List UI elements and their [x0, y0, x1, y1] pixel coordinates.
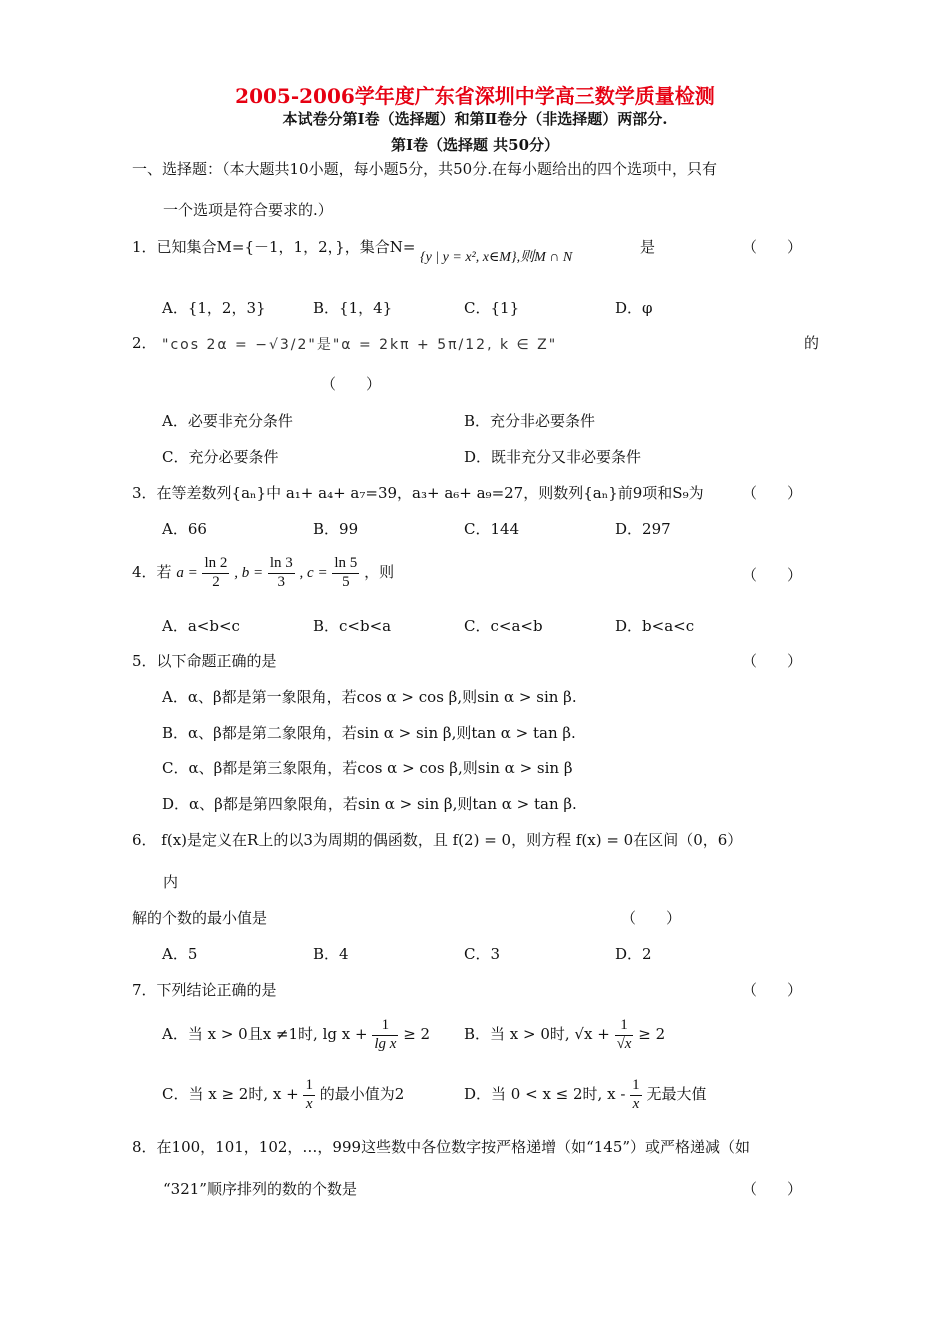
- section-heading: 第Ⅰ卷（选择题 共50分）: [390, 136, 560, 154]
- q8-line-1: 8．在100，101，102，…，999这些数中各位数字按严格递增（如“145”）或严格递减（如: [132, 1138, 751, 1156]
- q1-set-expression: {y | y = x², x∈M},则M ∩ N: [420, 250, 573, 265]
- q4-answer-blank[interactable]: （ ）: [742, 566, 803, 584]
- q7-option-a: [162, 1014, 430, 1054]
- q1-option-d: D．φ: [615, 299, 653, 317]
- q4-option-b: B．c<b<a: [313, 617, 392, 635]
- q3-option-d: D．297: [615, 520, 671, 538]
- q8-answer-blank[interactable]: （ ）: [742, 1180, 803, 1198]
- q7-option-c-suffix: 的最小值为2: [319, 1085, 405, 1103]
- q7-option-b-fraction: [615, 1017, 634, 1053]
- q7-option-b-suffix: ≥ 2: [638, 1025, 666, 1043]
- q7-option-d-numerator: 1: [630, 1077, 642, 1095]
- q3-option-c: C．144: [464, 520, 520, 538]
- q3-option-b: B．99: [313, 520, 359, 538]
- q6-option-b: B．4: [313, 945, 349, 963]
- q5-option-b: B．α、β都是第二象限角，若sin α > sin β,则tan α > tan β.: [162, 724, 576, 742]
- q7-option-c: [162, 1074, 404, 1114]
- q2-garbled-formula: "cos 2α = −√3/2"是"α = 2kπ + 5π/12, k ∈ Z": [162, 337, 558, 353]
- q7-option-a-numerator: 1: [372, 1017, 398, 1035]
- q4-stem: [132, 552, 394, 593]
- q6-line-2: 内: [163, 873, 179, 891]
- q7-option-c-numerator: 1: [303, 1077, 315, 1095]
- q5-stem: 5．以下命题正确的是: [132, 652, 277, 670]
- q4-b-label: , b =: [234, 565, 264, 581]
- q4-c-label: , c =: [299, 565, 328, 581]
- q7-option-a-denominator: lg x: [374, 1035, 397, 1052]
- q6-answer-blank[interactable]: （ ）: [621, 909, 682, 927]
- q7-option-a-prefix: A．当 x > 0且x ≠1时, lg x +: [162, 1025, 368, 1043]
- q4-a-label: a =: [176, 565, 198, 581]
- q4-b-denominator: 3: [277, 573, 286, 590]
- q6-option-c: C．3: [464, 945, 501, 963]
- q7-option-b-numerator: 1: [615, 1017, 634, 1035]
- q4-tail: ，则: [364, 563, 395, 581]
- q4-option-c: C．c<a<b: [464, 617, 543, 635]
- q6-line-1: 6． f(x)是定义在R上的以3为周期的偶函数，且 f(2) = 0，则方程 f(x) = 0在区间（0，6）: [132, 831, 743, 849]
- q4-prefix: 4．若: [132, 563, 172, 581]
- q5-option-c: C．α、β都是第三象限角，若cos α > cos β,则sin α > sin β: [162, 759, 573, 777]
- q7-option-d-prefix: D．当 0 < x ≤ 2时, x -: [464, 1085, 626, 1103]
- q1-option-a: A．{1，2，3}: [162, 299, 266, 317]
- q7-option-d-fraction: [630, 1077, 642, 1113]
- q2-tail: 的: [804, 334, 820, 352]
- q2-option-a: A．必要非充分条件: [162, 412, 293, 430]
- q1-tail: 是: [640, 238, 656, 256]
- q2-option-b: B．充分非必要条件: [464, 412, 596, 430]
- q7-option-b-denominator: √x: [616, 1035, 632, 1052]
- q7-option-b: [464, 1014, 665, 1054]
- q1-option-c: C．{1}: [464, 299, 520, 317]
- q7-option-c-denominator: x: [305, 1095, 313, 1112]
- q2-option-d: D．既非充分又非必要条件: [464, 448, 642, 466]
- intro-line-1: 一、选择题：（本大题共10小题，每小题5分，共50分.在每小题给出的四个选项中，只有: [132, 160, 717, 178]
- q7-option-c-fraction: [303, 1077, 315, 1113]
- page-title: 2005-2006学年度广东省深圳中学高三数学质量检测: [235, 84, 715, 108]
- q7-option-c-prefix: C．当 x ≥ 2时, x +: [162, 1085, 299, 1103]
- q1-stem: 1．已知集合M={－1，1，2，}，集合N=: [132, 238, 416, 256]
- q4-a-fraction: [202, 555, 229, 591]
- q3-option-a: A．66: [162, 520, 207, 538]
- q4-b-numerator: ln 3: [268, 555, 295, 573]
- q7-option-d-denominator: x: [632, 1095, 640, 1112]
- q4-b-fraction: [268, 555, 295, 591]
- q7-option-d-suffix: 无最大值: [646, 1085, 707, 1103]
- q4-c-numerator: ln 5: [332, 555, 359, 573]
- q2-number: 2．: [132, 334, 157, 352]
- q5-option-a: A．α、β都是第一象限角，若cos α > cos β,则sin α > sin β.: [162, 688, 577, 706]
- q4-c-fraction: [332, 555, 359, 591]
- q6-option-d: D．2: [615, 945, 652, 963]
- q1-answer-blank[interactable]: （ ）: [742, 238, 803, 256]
- q4-option-d: D．b<a<c: [615, 617, 695, 635]
- q2-option-c: C．充分必要条件: [162, 448, 279, 466]
- q4-a-denominator: 2: [212, 573, 220, 590]
- q3-stem: 3．在等差数列{aₙ}中 a₁+ a₄+ a₇=39，a₃+ a₆+ a₉=27，则数列{aₙ}前9项和S₉为: [132, 484, 704, 502]
- q6-option-a: A．5: [162, 945, 198, 963]
- exam-description: 本试卷分第Ⅰ卷（选择题）和第Ⅱ卷分（非选择题）两部分.: [282, 110, 668, 128]
- q7-stem: 7．下列结论正确的是: [132, 981, 277, 999]
- q4-option-a: A．a<b<c: [162, 617, 240, 635]
- q7-option-b-prefix: B．当 x > 0时, √x +: [464, 1025, 610, 1043]
- q3-answer-blank[interactable]: （ ）: [742, 484, 803, 502]
- q6-line-3: 解的个数的最小值是: [132, 909, 268, 927]
- q5-answer-blank[interactable]: （ ）: [742, 652, 803, 670]
- q1-option-b: B．{1，4}: [313, 299, 393, 317]
- q4-c-denominator: 5: [342, 573, 350, 590]
- q8-line-2: “321”顺序排列的数的个数是: [163, 1180, 357, 1198]
- q7-option-a-fraction: [372, 1017, 398, 1053]
- q7-answer-blank[interactable]: （ ）: [742, 981, 803, 999]
- q5-option-d: D．α、β都是第四象限角，若sin α > sin β,则tan α > tan β.: [162, 795, 577, 813]
- q4-a-numerator: ln 2: [202, 555, 229, 573]
- intro-line-2: 一个选项是符合要求的.）: [163, 201, 333, 219]
- q2-answer-blank[interactable]: （ ）: [321, 375, 382, 393]
- q7-option-d: [464, 1074, 706, 1114]
- q7-option-a-suffix: ≥ 2: [403, 1025, 431, 1043]
